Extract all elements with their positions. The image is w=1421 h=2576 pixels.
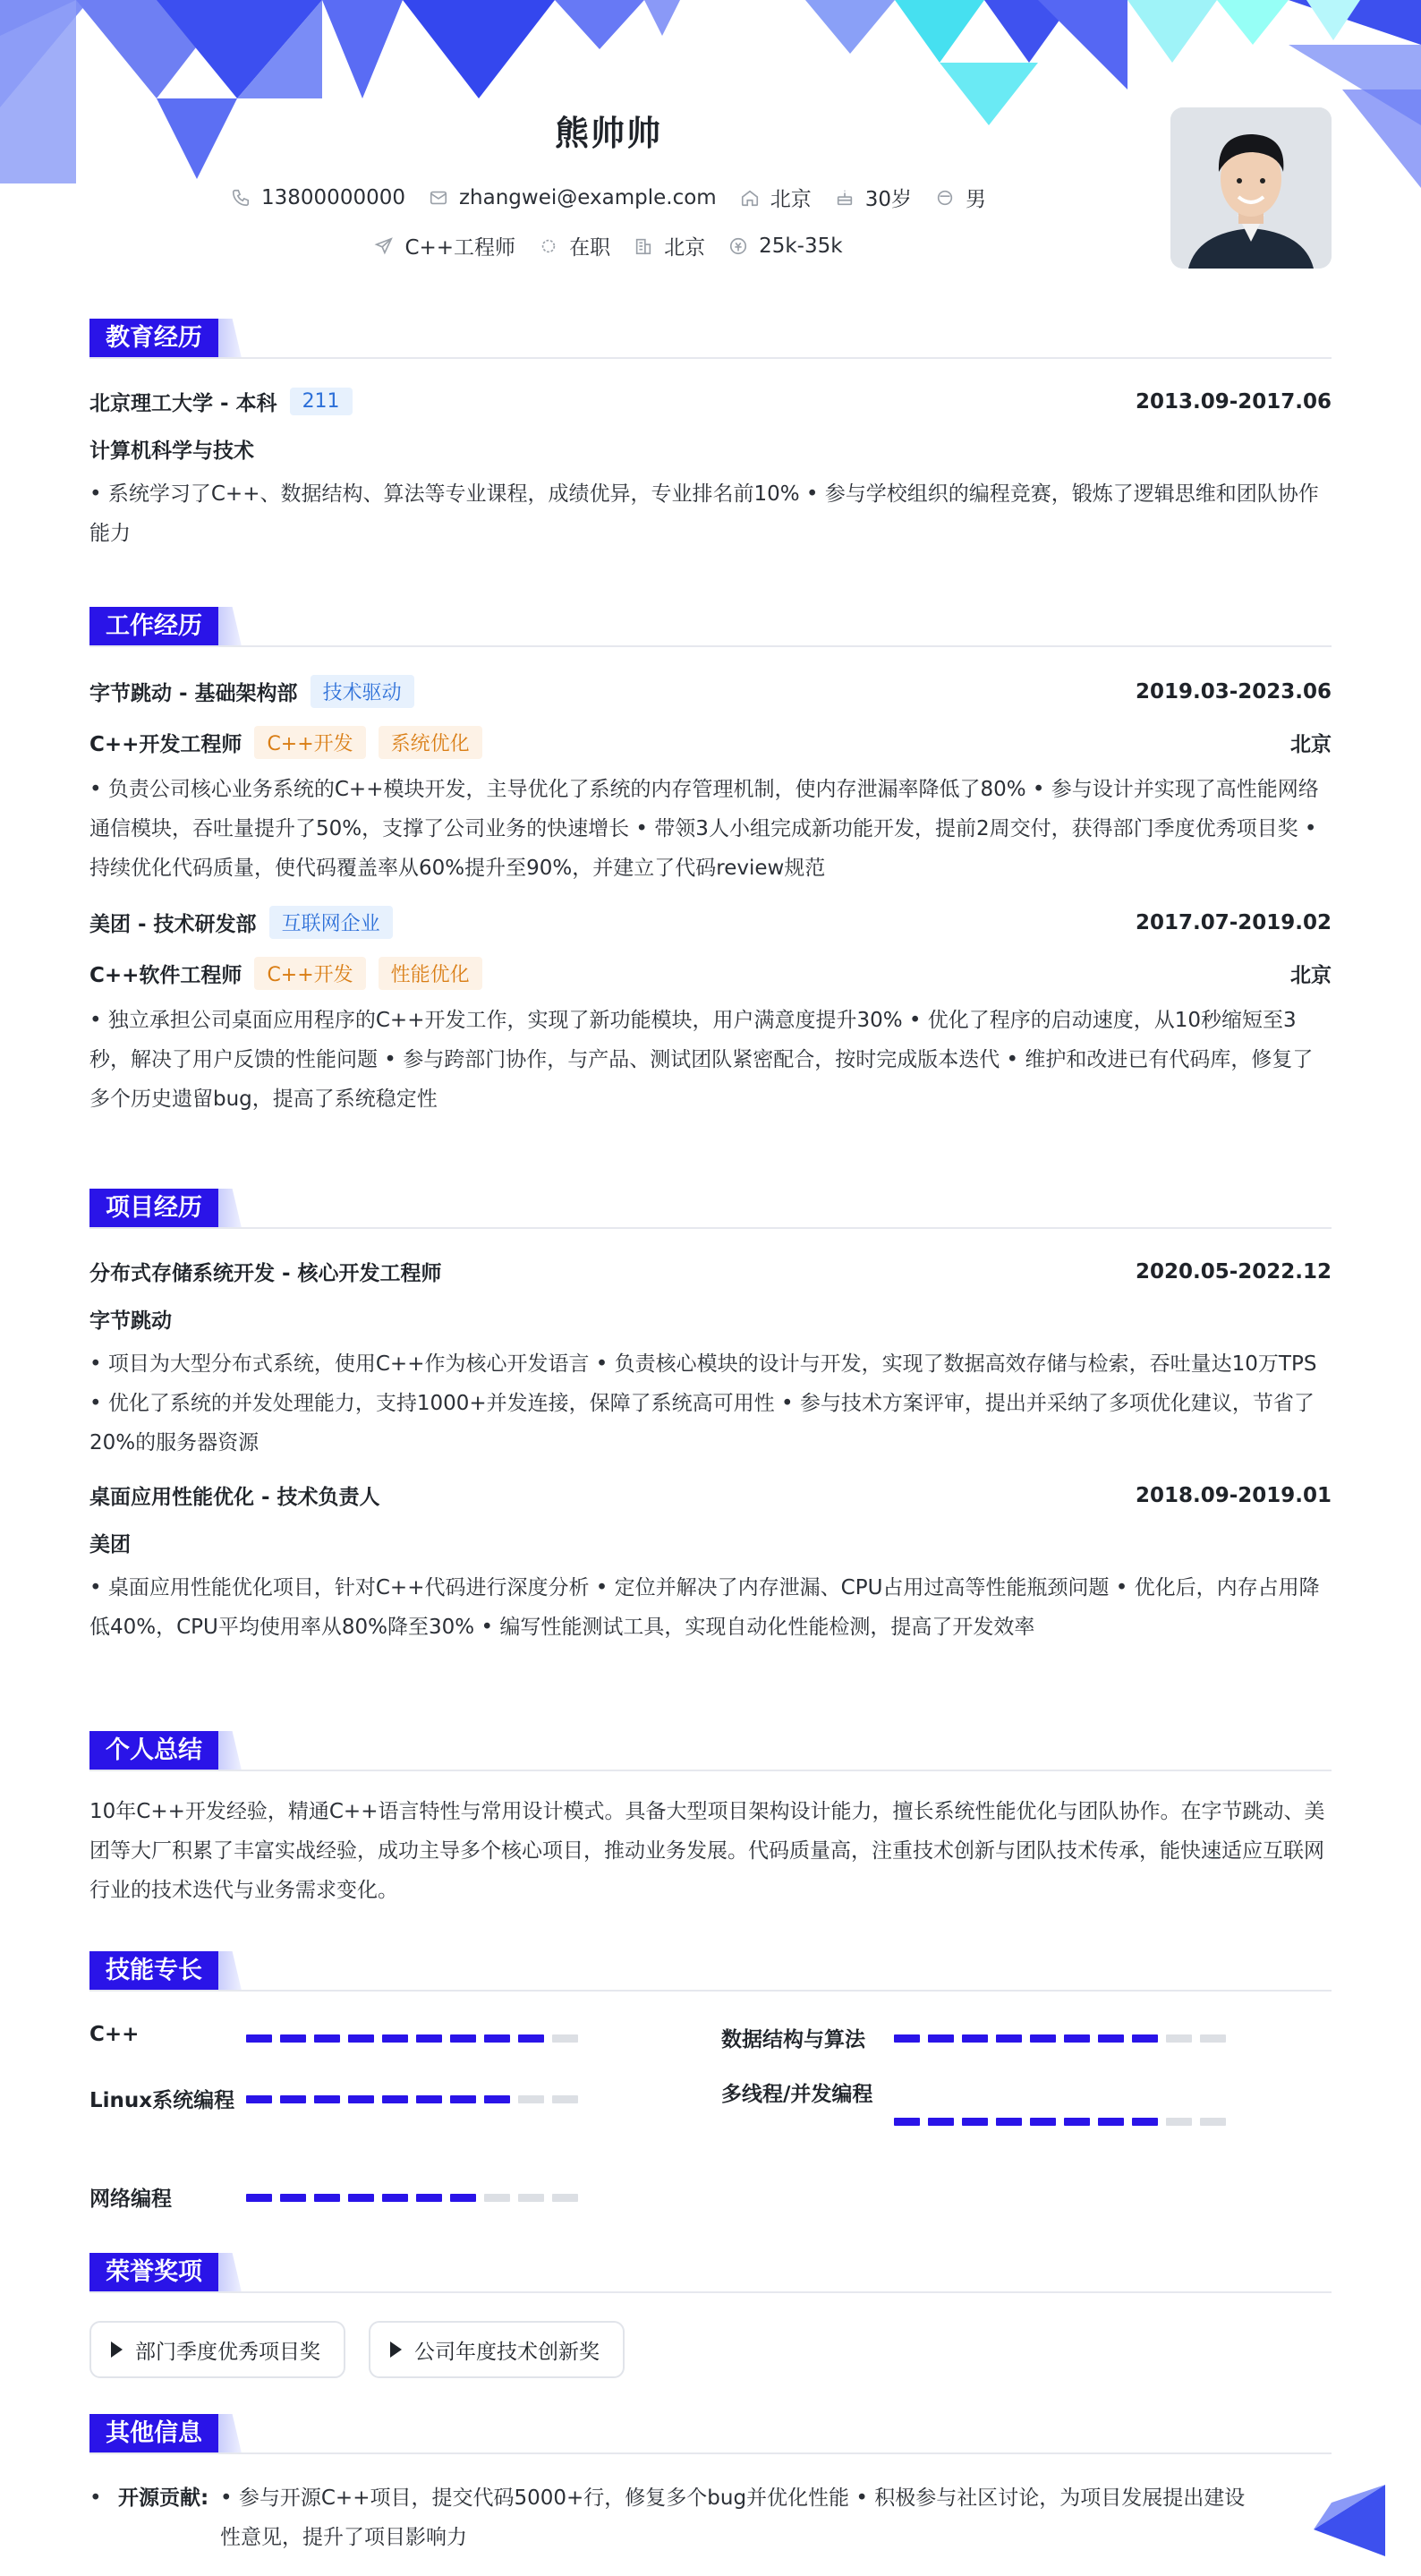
project-name: 桌面应用性能优化 - 技术负责人 (89, 1486, 380, 1509)
skill-segment-filled (894, 2034, 920, 2043)
skill-segment-filled (280, 2194, 306, 2202)
work-date: 2017.07-2019.02 (1135, 910, 1332, 934)
section-title: 技能专长 (89, 1951, 218, 1991)
phone-text: 13800000000 (261, 185, 405, 209)
section-divider (89, 1770, 1332, 1771)
skill-segment-filled (382, 2034, 408, 2043)
honor-item (369, 2321, 625, 2378)
skill-segment-filled (1030, 2118, 1056, 2126)
bullet-dot: • (89, 2486, 102, 2510)
skill-segment-filled (894, 2118, 920, 2126)
company-tag: 互联网企业 (269, 906, 393, 939)
skill-segment-filled (382, 2194, 408, 2202)
skill-segment-filled (246, 2034, 272, 2043)
major: 计算机科学与技术 (89, 439, 254, 463)
summary-text: 10年C++开发经验，精通C++语言特性与常用设计模式。具备大型项目架构设计能力，擅长系统性能优化与团队协作。在字节跳动、美团等大厂积累了丰富实战经验，成功主导多个核心项目，推动业务发展。代码质量高，注重技术创新与团队技术传承，能快速适应互联网行业的技术迭代与业务需求变化。 (89, 1800, 1325, 1902)
skills-section (89, 1951, 1332, 2220)
work-city: 北京 (1290, 733, 1332, 756)
company-name: 美团 - 技术研发部 (89, 913, 257, 936)
skill-segment-filled (1132, 2034, 1158, 2043)
skill-segment-filled (1030, 2034, 1056, 2043)
skill-segment-filled (928, 2034, 954, 2043)
status-info (539, 231, 610, 260)
status-icon (539, 236, 558, 256)
role-tag: C++开发 (254, 957, 365, 990)
education-row (89, 387, 1332, 416)
skill-segment-filled (246, 2194, 272, 2202)
skills-header (89, 1951, 1332, 1991)
other-section (89, 2414, 1332, 2549)
section-divider (89, 1227, 1332, 1229)
skill-segment-filled (382, 2095, 408, 2103)
skill-segment-filled (962, 2118, 988, 2126)
honors-list (89, 2321, 1332, 2378)
contact-row (89, 183, 1127, 212)
candidate-name: 熊帅帅 (554, 114, 662, 153)
skill-segment-filled (416, 2095, 442, 2103)
section-divider (89, 357, 1332, 359)
play-icon (111, 2341, 123, 2358)
age-info (835, 183, 912, 212)
skill-segment-filled (450, 2095, 476, 2103)
skill-segment-empty (1166, 2034, 1192, 2043)
skill-segment-filled (348, 2034, 374, 2043)
section-divider (89, 2452, 1332, 2454)
honors-header (89, 2253, 1332, 2292)
money-icon (728, 236, 748, 256)
summary-header (89, 1731, 1332, 1770)
project-org: 美团 (89, 1533, 131, 1557)
skill-segment-filled (996, 2118, 1022, 2126)
skill-segment-filled (484, 2034, 510, 2043)
skill-segment-filled (348, 2095, 374, 2103)
honor-text: 部门季度优秀项目奖 (135, 2340, 320, 2364)
skill-bar (246, 2095, 578, 2103)
skill-segment-empty (484, 2194, 510, 2202)
skill-segment-filled (314, 2095, 340, 2103)
play-icon (390, 2341, 402, 2358)
school-name: 北京理工大学 - 本科 (89, 392, 277, 415)
skill-segment-empty (552, 2034, 578, 2043)
skill-segment-filled (280, 2034, 306, 2043)
skill-segment-filled (518, 2034, 544, 2043)
skill-name: 数据结构与算法 (721, 2028, 865, 2051)
education-date: 2013.09-2017.06 (1135, 389, 1332, 414)
section-title: 教育经历 (89, 319, 218, 358)
email-text: zhangwei@example.com (458, 185, 717, 209)
section-divider (89, 1990, 1332, 1992)
skill-segment-filled (246, 2095, 272, 2103)
send-icon (374, 236, 394, 256)
skill-segment-filled (1098, 2034, 1124, 2043)
section-divider (89, 2291, 1332, 2293)
skill-segment-filled (484, 2095, 510, 2103)
skill-name: 网络编程 (89, 2188, 172, 2211)
mail-icon (429, 188, 448, 208)
education-desc: • 系统学习了C++、数据结构、算法等专业课程，成绩优异，专业排名前10% • 参与学校组织的编程竞赛，锻炼了逻辑思维和团队协作能力 (89, 482, 1319, 545)
role-name: C++开发工程师 (89, 733, 243, 756)
skill-segment-filled (450, 2194, 476, 2202)
skill-name: 多线程/并发编程 (721, 2083, 873, 2106)
project-name: 分布式存储系统开发 - 核心开发工程师 (89, 1262, 442, 1285)
skill-bar (894, 2034, 1226, 2043)
other-header (89, 2414, 1332, 2453)
skill-segment-filled (1064, 2034, 1090, 2043)
job-title-text: C++工程师 (404, 236, 516, 260)
project-row (89, 1257, 1332, 1286)
skill-segment-filled (1132, 2118, 1158, 2126)
email-info (429, 186, 717, 209)
honor-text: 公司年度技术创新奖 (414, 2340, 600, 2364)
education-header (89, 319, 1332, 358)
skill-segment-empty (1200, 2034, 1226, 2043)
skill-bar (894, 2118, 1226, 2126)
skill-segment-filled (314, 2194, 340, 2202)
work-desc: • 独立承担公司桌面应用程序的C++开发工作，实现了新功能模块，用户满意度提升30% • 优化了程序的启动速度，从10秒缩短至3秒，解决了用户反馈的性能问题 • 参与跨部门协作，与产品、测试团队紧密配合，按时完成版本迭代 • 维护和改进已有代码库，修复了多个历史遗留bug，提高了系统稳定性 (89, 1009, 1314, 1111)
company-name: 字节跳动 - 基础架构部 (89, 682, 298, 705)
skill-segment-filled (962, 2034, 988, 2043)
project-date: 2020.05-2022.12 (1135, 1259, 1332, 1284)
other-label: 开源贡献: (118, 2486, 209, 2510)
work-date: 2019.03-2023.06 (1135, 679, 1332, 704)
work-city: 北京 (1290, 964, 1332, 987)
summary-section (89, 1731, 1332, 1910)
skill-segment-filled (996, 2034, 1022, 2043)
work-header (89, 607, 1332, 646)
status-text: 在职 (569, 236, 611, 260)
work-item-role-row (89, 726, 1332, 759)
skill-segment-filled (1064, 2118, 1090, 2126)
project-header (89, 1189, 1332, 1228)
work-item-role-row (89, 957, 1332, 990)
skill-segment-empty (552, 2194, 578, 2202)
company-tag: 技术驱动 (311, 675, 414, 708)
skill-segment-filled (280, 2095, 306, 2103)
role-tag: 系统优化 (379, 726, 482, 759)
role-tag: 性能优化 (379, 957, 482, 990)
project-desc: • 项目为大型分布式系统，使用C++作为核心开发语言 • 负责核心模块的设计与开发，实现了数据高效存储与检索，吞吐量达10万TPS • 优化了系统的并发处理能力，支持1000+并发连接，保障了系统高可用性 • 参与技术方案评审，提出并采纳了多项优化建议，节省了20%的服务器资源 (89, 1352, 1317, 1454)
skill-segment-filled (1098, 2118, 1124, 2126)
salary-info (728, 235, 842, 258)
skill-segment-empty (518, 2095, 544, 2103)
skill-segment-filled (416, 2194, 442, 2202)
skill-name: Linux系统编程 (89, 2089, 235, 2112)
work-item-company-row (89, 906, 1332, 939)
cake-icon (835, 188, 855, 208)
honor-item (89, 2321, 345, 2378)
age-text: 30岁 (864, 188, 912, 211)
job-title-info (374, 231, 515, 260)
skill-segment-filled (928, 2118, 954, 2126)
job-row (89, 231, 1127, 260)
location-text: 北京 (770, 188, 812, 211)
project-date: 2018.09-2019.01 (1135, 1483, 1332, 1507)
section-title: 荣誉奖项 (89, 2253, 218, 2292)
education-section (89, 319, 1332, 553)
section-title: 项目经历 (89, 1189, 218, 1228)
project-section (89, 1189, 1332, 1647)
project-desc: • 桌面应用性能优化项目，针对C++代码进行深度分析 • 定位并解决了内存泄漏、CPU占用过高等性能瓶颈问题 • 优化后，内存占用降低40%，CPU平均使用率从80%降至30% • 编写性能测试工具，实现自动化性能检测，提高了开发效率 (89, 1576, 1320, 1639)
location-info (740, 183, 812, 212)
salary-text: 25k-35k (759, 234, 843, 258)
skill-segment-filled (348, 2194, 374, 2202)
phone-info (231, 186, 405, 209)
honors-section (89, 2253, 1332, 2378)
city-info (634, 231, 705, 260)
skill-segment-filled (416, 2034, 442, 2043)
building-icon (634, 236, 653, 256)
skill-segment-filled (314, 2034, 340, 2043)
role-name: C++软件工程师 (89, 964, 243, 987)
city-text: 北京 (664, 236, 706, 260)
corner-decoration (1314, 2485, 1385, 2556)
skill-segment-empty (1166, 2118, 1192, 2126)
gender-text: 男 (965, 188, 986, 211)
section-divider (89, 645, 1332, 647)
section-title: 个人总结 (89, 1731, 218, 1770)
skill-segment-empty (1200, 2118, 1226, 2126)
avatar-photo (1170, 107, 1332, 269)
section-title: 其他信息 (89, 2414, 218, 2453)
gender-info (935, 183, 986, 212)
project-row (89, 1480, 1332, 1510)
phone-icon (231, 188, 251, 208)
skill-segment-filled (450, 2034, 476, 2043)
avatar (1170, 107, 1332, 269)
skill-segment-empty (552, 2095, 578, 2103)
home-icon (740, 188, 760, 208)
gender-icon (935, 188, 955, 208)
project-org: 字节跳动 (89, 1309, 172, 1333)
school-tag: 211 (290, 388, 353, 415)
other-text: • 参与开源C++项目，提交代码5000+行，修复多个bug并优化性能 • 积极参与社区讨论，为项目发展提出建设性意见，提升了项目影响力 (220, 2486, 1246, 2549)
skill-segment-empty (518, 2194, 544, 2202)
skill-name: C++ (89, 2023, 140, 2046)
role-tag: C++开发 (254, 726, 365, 759)
work-item-company-row (89, 675, 1332, 708)
work-desc: • 负责公司核心业务系统的C++模块开发，主导优化了系统的内存管理机制，使内存泄漏率降低了80% • 参与设计并实现了高性能网络通信模块，吞吐量提升了50%，支撑了公司业务的快速增长 • 带领3人小组完成新功能开发，提前2周交付，获得部门季度优秀项目奖 • 持续优化代码质量，使代码覆盖率从60%提升至90%，并建立了代码review规范 (89, 778, 1319, 880)
section-title: 工作经历 (89, 607, 218, 646)
work-section (89, 607, 1332, 1119)
skill-bar (246, 2194, 578, 2202)
skill-bar (246, 2034, 578, 2043)
